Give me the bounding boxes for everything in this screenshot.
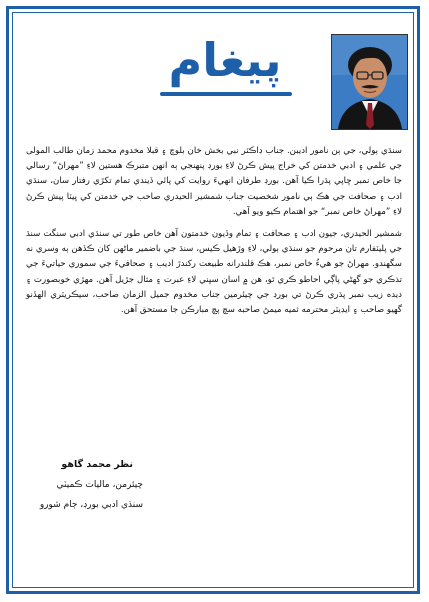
heading-underline: [160, 92, 292, 96]
signatory-role: چيئرمن، ماليات ڪميٽي: [56, 480, 143, 490]
message-paragraph-2: شمشير الحيدري، جيون ادب ۽ صحافت ۽ تمام وڏيون خدمتون آهن خاص طور تي سنڌي ادبي سنگت سنڌ جي پليٽفارم تان مرحوم جو سنڌي ٻولي، لاءِ وڙهيل ڪيس، سنڌ جي باضمير ماڻهن کان ڪڏهن ٻه وسري نه سگهندو. مهراڻ جو هيءُ خاص نمبر، هڪ قلندرانه طبيعت رکندڙ اديب ۽ صحافيءَ جي سموري حياتيءَ جي تذڪري جو گهڻي پاڳي احاطو ڪري ٿو، هن ۾ اسان سڀني لاءِ عبرت ۽ مثال جڙيل آهن. مهڙي خوبصورت ۽ ديده زيب نمبر پڌري ڪرڻ تي بورڊ جي چيئرمين جناب مخدوم جميل الزمان صاحب، سيڪريٽري الهڏنو گهيو صاحب ۽ ايڊيٽر محترمه ثميه ميمڻ صاحبه سچ پچ مبارڪن جا مستحق آهن.: [26, 229, 402, 316]
signatory-organization: سنڌي ادبي بورڊ، ڄام شورو: [39, 500, 143, 510]
message-body: [26, 144, 402, 325]
portrait-illustration: [332, 35, 407, 129]
message-paragraph-1: سنڌي ٻولي، جي ٻن نامور اديبن. جناب ڊاڪٽر نبي بخش خان بلوچ ۽ قبلا مخدوم محمد زمان طالب المولى جي علمي ۽ ادبي خدمتن کي خراج پيش ڪرڻ لاءِ بورڊ پنهنجي ٻه انهن متبرڪ هستين لاءِ ”مهراڻ“ رسالي جا خاص نمبر ڇاپي پڌرا ڪيا آهن. بورڊ طرفان انهيءَ روايت کي پائي ڏيندي تمام تکڙي رفتار سان، سنڌي ادب ۽ صحافت جي هڪ ٻي نامور شخصيت جناب شمشير الحيدري صاحب جي خدمتن کي ڀيٽا پيش ڪرڻ لاءِ ”مهراڻ خاص نمبر“ جو اهتمام ڪيو ويو آهي.: [26, 146, 402, 217]
author-portrait-photo: [331, 34, 408, 130]
page-heading: پيغام: [168, 33, 282, 87]
signature-block: [33, 455, 143, 515]
signatory-name: نظر محمد گاهو: [61, 459, 133, 470]
